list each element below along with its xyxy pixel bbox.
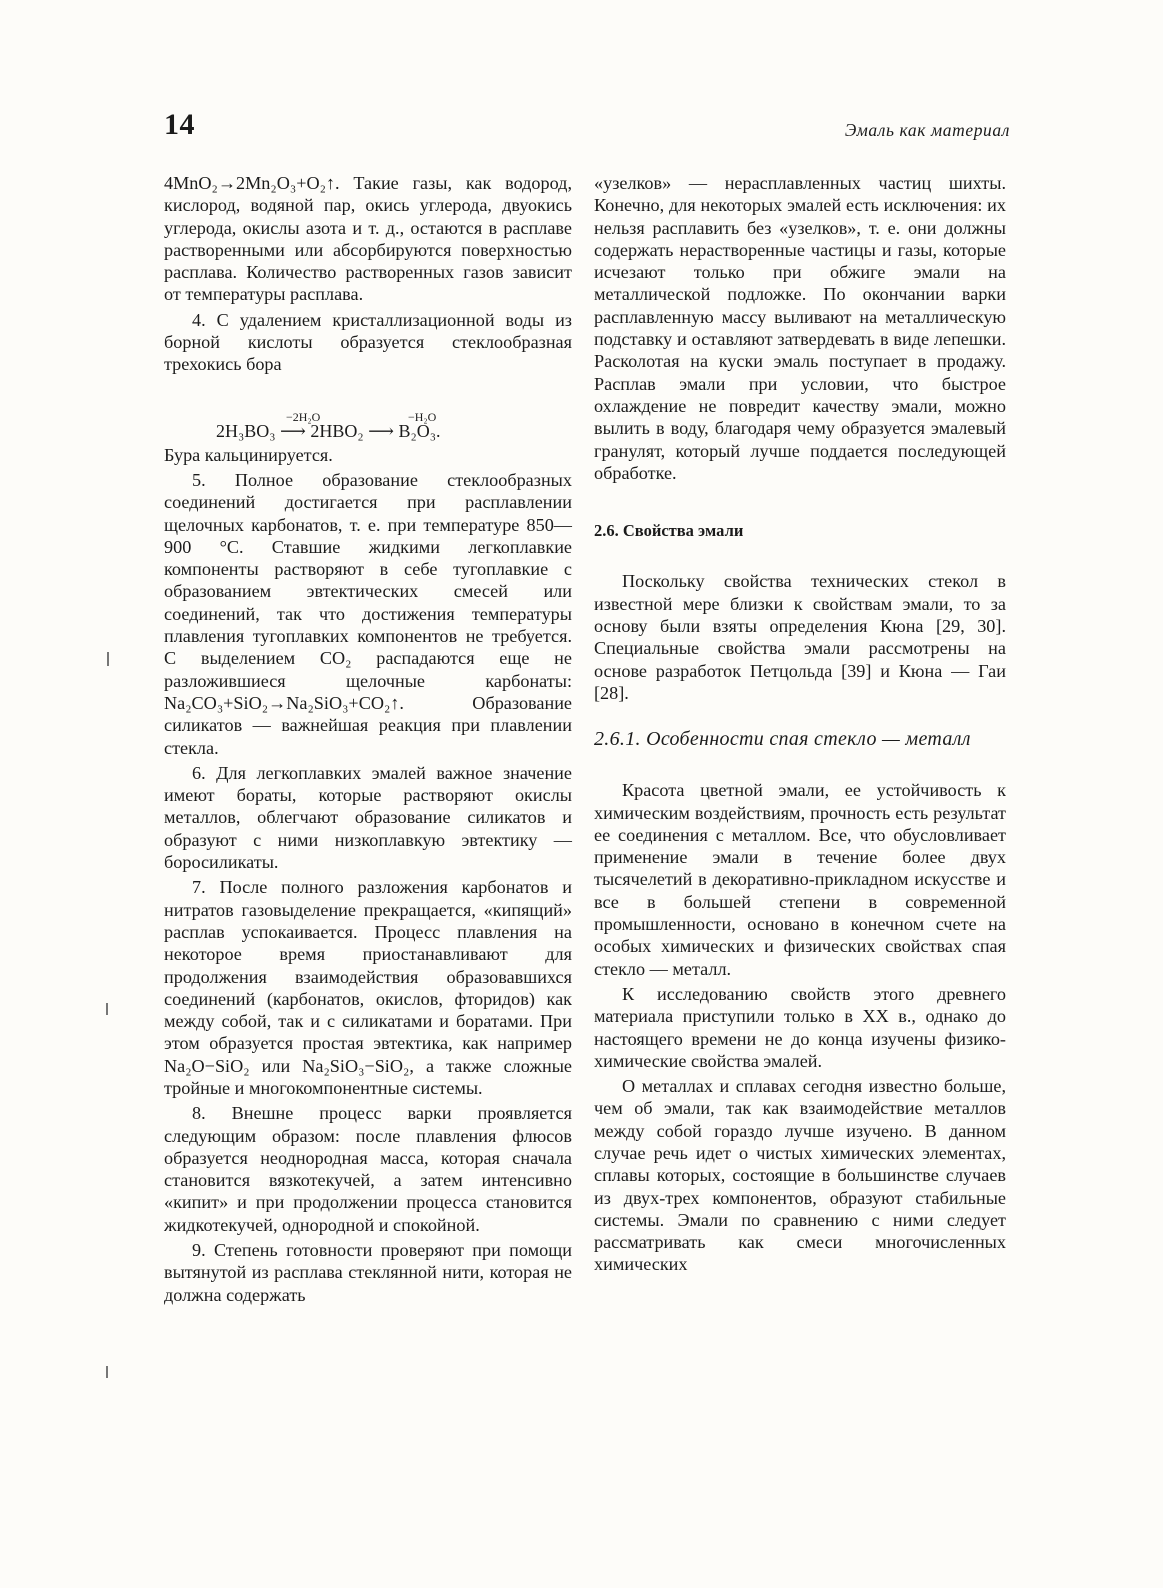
paragraph: 7. После полного разложения карбонатов и нитратов газовыделение прекращается, «кипящий» расплав успокаивается. Процесс плавления на некоторое время приостанавливают для продолжения взаимодействия образовавшихся соединений (карбонатов, окислов, фторидов) как между собой, так и с силикатами и боратами. При этом образуется простая эвтектика, как например Na₂O−SiO₂ или Na₂SiO₃−SiO₂, а также сложные тройные и многокомпонентные системы.: [164, 877, 572, 1098]
paragraph: 5. Полное образование стеклообразных соединений достигается при расплавлении щелочных карбонатов, т. е. при температуре 850—900 °C. Ставшие жидкими легкоплавкие компоненты растворяют в себе тугоплавкие с образованием эвтектических смесей или соединений, так что достижения температуры плавления тугоплавких компонентов не требуется. С выделением CO₂ распадаются еще не разложившиеся щелочные карбонаты: Na₂CO₃+SiO₂→Na₂SiO₃+CO₂↑. Образование силикатов — важнейшая реакция при плавлении стекла.: [164, 469, 572, 758]
paragraph: 4. С удалением кристаллизационной воды из борной кислоты образуется стеклообразная трехокись бора: [164, 309, 572, 375]
scan-mark: [106, 1003, 108, 1015]
formula-expression: 2H₃BO₃ ⟶ 2HBO₂ ⟶ B₂O₃.: [216, 420, 441, 441]
paragraph: 6. Для легкоплавких эмалей важное значение имеют бораты, которые растворяют окислы металлов, облегчают образование силикатов и образуют с ними низкоплавкую эвтектику — боросиликаты.: [164, 762, 572, 873]
left-column: [164, 172, 572, 1309]
paragraph: Красота цветной эмали, ее устойчивость к химическим воздействиям, прочность есть результат ее соединения с металлом. Все, что обусловливает применение эмали в течение более двух тысячелетий в декоративно-прикладном искусстве и все в большей степени в современной промышленности, основано в конечном счете на особых химических и физических свойствах спая стекло — металл.: [594, 780, 1006, 979]
chemical-formula: [164, 406, 572, 442]
paragraph: К исследованию свойств этого древнего материала приступили только в XX в., однако до настоящего времени не до конца изучены физико-химические свойства эмалей.: [594, 983, 1006, 1071]
scan-mark: [107, 652, 109, 666]
paragraph: Бура кальцинируется.: [164, 444, 333, 465]
running-head: Эмаль как материал: [844, 120, 1010, 140]
scan-mark: [106, 1366, 108, 1378]
section-heading: 2.6. Свойства эмали: [594, 521, 744, 541]
right-column: [594, 172, 1006, 1279]
formula-annotation: −H₂O: [408, 409, 437, 424]
paragraph: О металлах и сплавах сегодня известно больше, чем об эмали, так как взаимодействие металлов между собой гораздо лучше изучено. В данном случае речь идет о чистых химических элементах, сплавы которых, состоящие в большинстве случаев из двух-трех компонентов, образуют стабильные системы. Эмали по сравнению с ними следует рассматривать как смеси многочисленных химических: [594, 1076, 1006, 1275]
paragraph: 9. Степень готовности проверяют при помощи вытянутой из расплава стеклянной нити, которая не должна содержать: [164, 1240, 572, 1305]
paragraph: 8. Внешне процесс варки проявляется следующим образом: после плавления флюсов образуется неоднородная масса, которая сначала становится вязкотекучей, а затем интенсивно «кипит» и при продолжении процесса становится жидкотекучей, однородной и спокойной.: [164, 1103, 572, 1235]
page-number: 14: [164, 108, 195, 141]
paragraph: «узелков» — нерасплавленных частиц шихты. Конечно, для некоторых эмалей есть исключения: их нельзя расплавить без «узелков», т. е. они должны содержать нерастворенные частицы и газы, которые исчезают только при обжиге эмали на металлической подложке. По окончании варки расплавленную массу выливают на металлическую подставку и оставляют затвердевать в виде лепешки. Расколотая на куски эмаль поступает в продажу. Расплав эмали при условии, что быстрое охлаждение не повредит качеству эмали, можно вылить в воду, благодаря чему образуется эмалевый гранулят, который лучше поддается последующей обработке.: [594, 173, 1006, 483]
subsection-heading: 2.6.1. Особенности спая стекло — металл: [594, 728, 971, 751]
paragraph: Поскольку свойства технических стекол в известной мере близки к свойствам эмали, то за основу были взяты определения Кюна [29, 30]. Специальные свойства эмали рассмотрены на основе разработок Петцольда [39] и Кюна — Гаи [28].: [594, 571, 1006, 703]
formula-annotation: −2H₂O: [286, 409, 321, 424]
paragraph: 4MnO₂→2Mn₂O₃+O₂↑. Такие газы, как водород, кислород, водяной пар, окись углерода, двуокись углерода, окислы азота и т. д., остаются в расплаве растворенными или абсорбируются поверхностью расплава. Количество растворенных газов зависит от температуры расплава.: [164, 173, 572, 305]
